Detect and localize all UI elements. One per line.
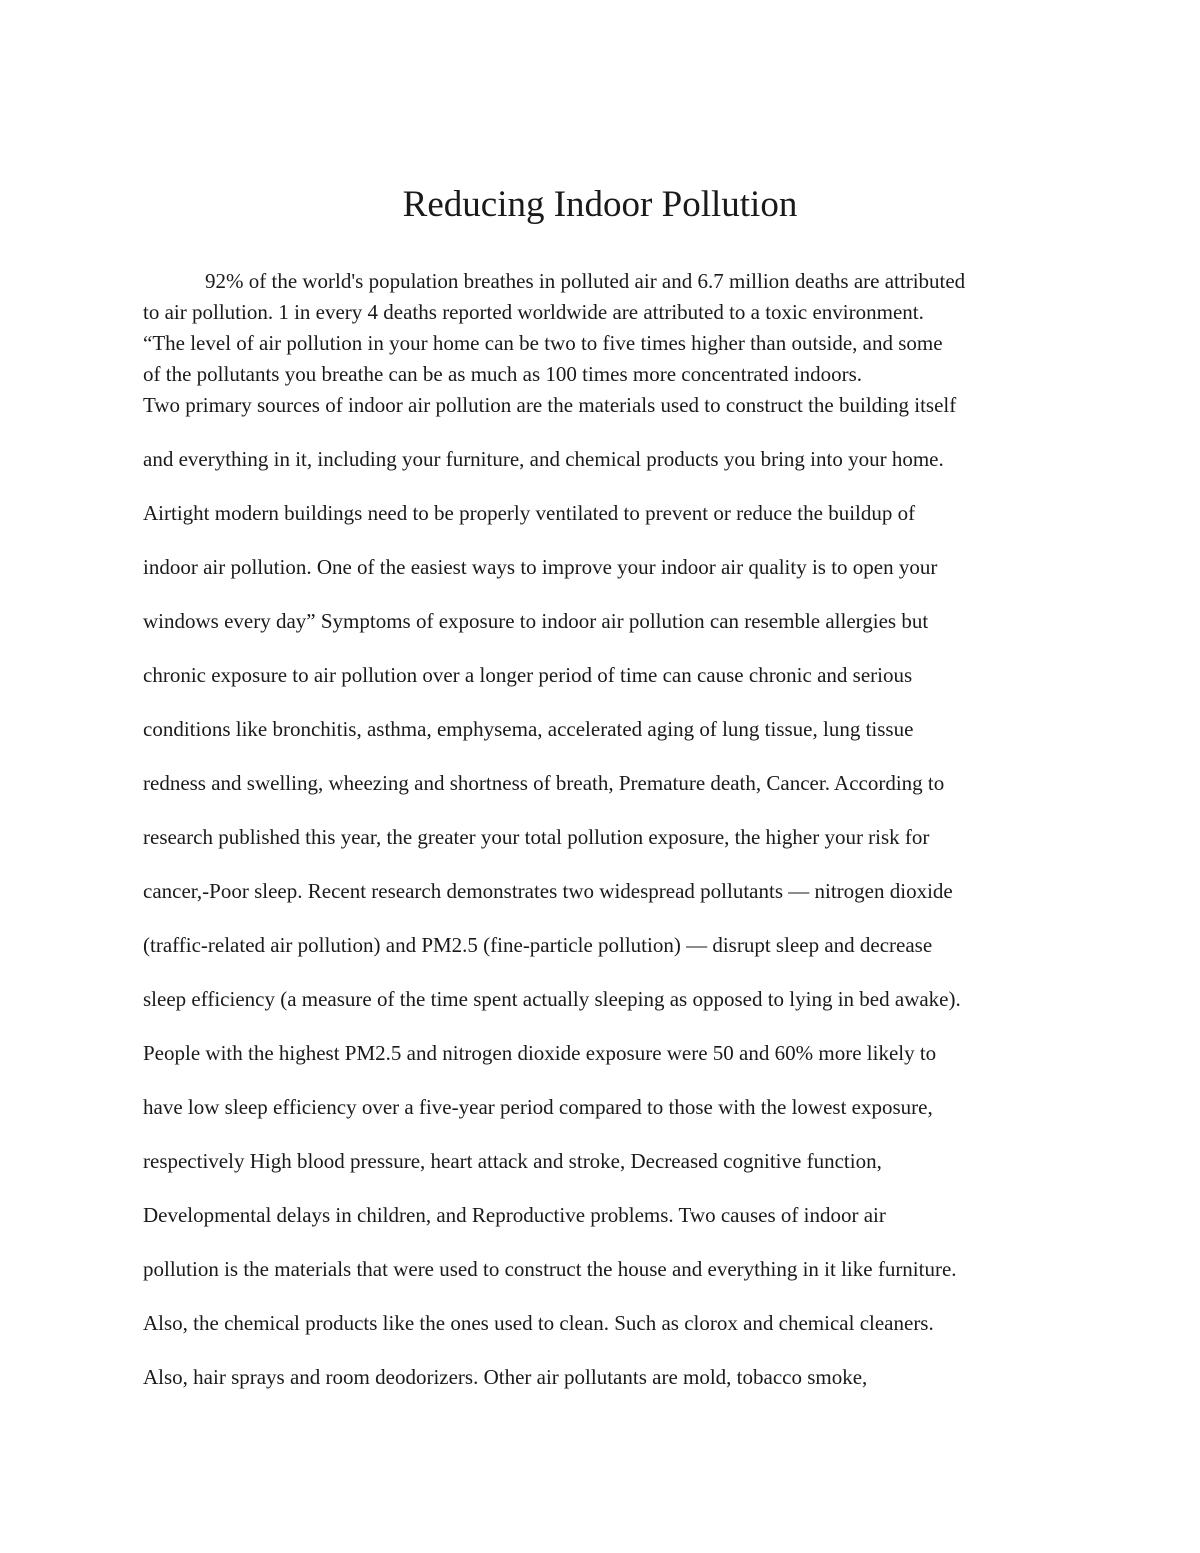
body-line: indoor air pollution. One of the easiest ways to improve your indoor air quality is to open your [143, 555, 938, 579]
body-line: Also, the chemical products like the ones used to clean. Such as clorox and chemical cleaners. [143, 1311, 934, 1335]
body-line: “The level of air pollution in your home can be two to five times higher than outside, and some [143, 331, 943, 355]
body-line: sleep efficiency (a measure of the time spent actually sleeping as opposed to lying in bed awake). [143, 987, 961, 1011]
body-line: redness and swelling, wheezing and shortness of breath, Premature death, Cancer. According to [143, 771, 945, 795]
body-line: (traffic-related air pollution) and PM2.5 (fine-particle pollution) — disrupt sleep and decrease [143, 933, 933, 957]
body-line: Also, hair sprays and room deodorizers. Other air pollutants are mold, tobacco smoke, [143, 1365, 868, 1389]
body-line: respectively High blood pressure, heart attack and stroke, Decreased cognitive function, [143, 1149, 882, 1173]
document-title: Reducing Indoor Pollution [402, 184, 798, 225]
body-line: cancer,-Poor sleep. Recent research demonstrates two widespread pollutants — nitrogen dioxide [143, 879, 953, 903]
body-line: conditions like bronchitis, asthma, emphysema, accelerated aging of lung tissue, lung tissue [143, 717, 914, 741]
body-line: have low sleep efficiency over a five-year period compared to those with the lowest exposure, [143, 1095, 933, 1119]
body-line: and everything in it, including your furniture, and chemical products you bring into your home. [143, 447, 944, 471]
body-line: Developmental delays in children, and Reproductive problems. Two causes of indoor air [143, 1203, 886, 1227]
body-line: pollution is the materials that were used to construct the house and everything in it like furniture. [143, 1257, 957, 1281]
body-line: research published this year, the greater your total pollution exposure, the higher your risk for [143, 825, 930, 849]
body-line: to air pollution. 1 in every 4 deaths reported worldwide are attributed to a toxic environment. [143, 300, 924, 324]
body-line: of the pollutants you breathe can be as much as 100 times more concentrated indoors. [143, 362, 863, 386]
body-line: Two primary sources of indoor air pollution are the materials used to construct the building itself [143, 393, 957, 417]
body-line: 92% of the world's population breathes in polluted air and 6.7 million deaths are attributed [205, 269, 966, 293]
body-line: People with the highest PM2.5 and nitrogen dioxide exposure were 50 and 60% more likely to [143, 1041, 937, 1065]
body-line: Airtight modern buildings need to be properly ventilated to prevent or reduce the buildup of [143, 501, 916, 525]
body-line: chronic exposure to air pollution over a longer period of time can cause chronic and serious [143, 663, 913, 687]
body-line: windows every day” Symptoms of exposure to indoor air pollution can resemble allergies but [143, 609, 929, 633]
